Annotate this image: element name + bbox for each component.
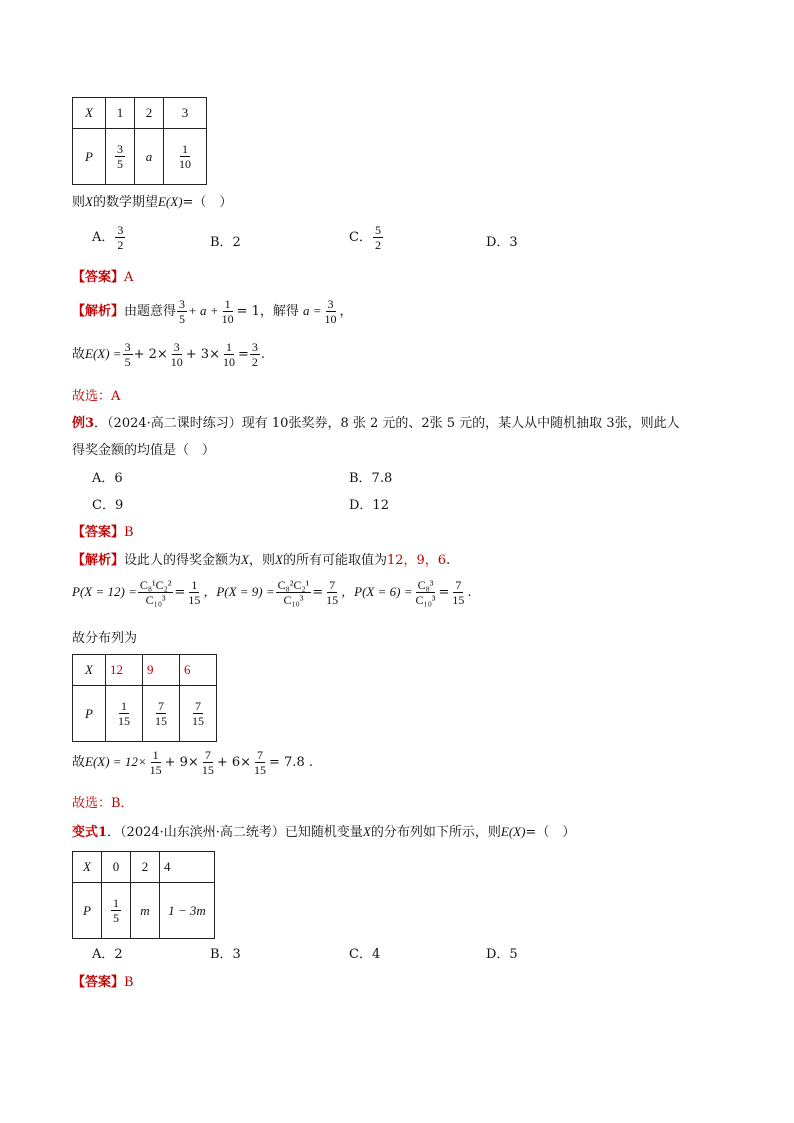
option-a: A．2 [92, 947, 123, 962]
probability-line: P(X = 12) = $\frac{\text{C₈¹C₂²}}{\text{C₁₀³}}$ = $\frac{1}{15}$ ，P(X = 9) = $\frac{\text{C₈²C₂¹}}{\text{C₁₀³}}$ = $\frac{7}{15}$ ，P(X = 6) = $\frac{\text{C₈³}}{\text{C₁₀³}}$ = $\frac{7}{15}$ . [72, 578, 472, 607]
table-cell: 2 [131, 852, 160, 883]
table-cell: 0 [102, 852, 131, 883]
example-question: 例3．（2024·高二课时练习）现有 10张奖券，8 张 2 元的、2张 5 元的，某人从中随机抽取 3张，则此人 [72, 416, 680, 431]
distribution-table-1 [72, 97, 207, 185]
option-c: C．9 [92, 498, 124, 513]
table-cell: $\frac{7}{15}$ [180, 686, 217, 742]
expectation-line: 故E(X) = 12× $\frac{1}{15}$ + 9× $\frac{7}{15}$ + 6× $\frac{7}{15}$ = 7.8 . [72, 748, 313, 777]
table-cell: 12 [106, 655, 143, 686]
table-cell: 3 [164, 98, 207, 129]
table-header-x: X [73, 655, 106, 686]
option-b: B．7.8 [349, 471, 393, 486]
answer-line: 【答案】B [72, 975, 134, 990]
option-c: C． $\frac{5}{2}$ [349, 223, 381, 252]
option-b: B．2 [210, 235, 241, 250]
option-d: D．5 [486, 947, 518, 962]
table-cell: m [131, 883, 160, 939]
table-header-p: P [73, 129, 106, 185]
table-cell: $\frac{1}{10}$ [164, 129, 207, 185]
option-d: D．12 [349, 498, 389, 513]
distribution-table-3 [72, 851, 215, 939]
table-cell: 4 [160, 852, 215, 883]
question-text: 则X的数学期望E(X)=（ ） [72, 194, 233, 210]
table-header-x: X [73, 98, 106, 129]
table-cell: $\frac{7}{15}$ [143, 686, 180, 742]
table-cell: 6 [180, 655, 217, 686]
analysis-line: 【解析】由题意得 $\frac{3}{5}$ + a + $\frac{1}{10}$ = 1，解得 a = $\frac{3}{10}$ ， [72, 297, 353, 326]
table-cell: a [135, 129, 164, 185]
option-a: A．6 [92, 471, 123, 486]
table-cell: 2 [135, 98, 164, 129]
analysis-line: 【解析】设此人的得奖金额为X，则X的所有可能取值为12，9，6. [72, 552, 451, 568]
choose-line: 故选：A [72, 389, 121, 404]
table-cell: 1 [106, 98, 135, 129]
option-c: C．4 [349, 947, 381, 962]
option-d: D．3 [486, 235, 518, 250]
distribution-title: 故分布列为 [72, 631, 138, 646]
expectation-line: 故E(X) = $\frac{3}{5}$ + 2× $\frac{3}{10}$ + 3× $\frac{1}{10}$ = $\frac{3}{2}$ . [72, 340, 266, 369]
variant-question: 变式1．（2024·山东滨州·高二统考）已知随机变量X的分布列如下所示，则E(X)=（ ） [72, 824, 576, 840]
answer-line: 【答案】A [72, 270, 134, 285]
option-a: A． $\frac{3}{2}$ [92, 223, 124, 252]
table-header-p: P [73, 883, 102, 939]
table-cell: 9 [143, 655, 180, 686]
table-cell: $\frac{1}{5}$ [102, 883, 131, 939]
example-question-line2: 得奖金额的均值是（ ） [72, 443, 216, 458]
table-cell: $\frac{3}{5}$ [106, 129, 135, 185]
table-header-p: P [73, 686, 106, 742]
option-b: B．3 [210, 947, 241, 962]
table-header-x: X [73, 852, 102, 883]
choose-line: 故选：B． [72, 796, 134, 811]
table-cell: 1 − 3m [160, 883, 215, 939]
distribution-table-2 [72, 654, 217, 742]
answer-line: 【答案】B [72, 525, 134, 540]
table-cell: $\frac{1}{15}$ [106, 686, 143, 742]
